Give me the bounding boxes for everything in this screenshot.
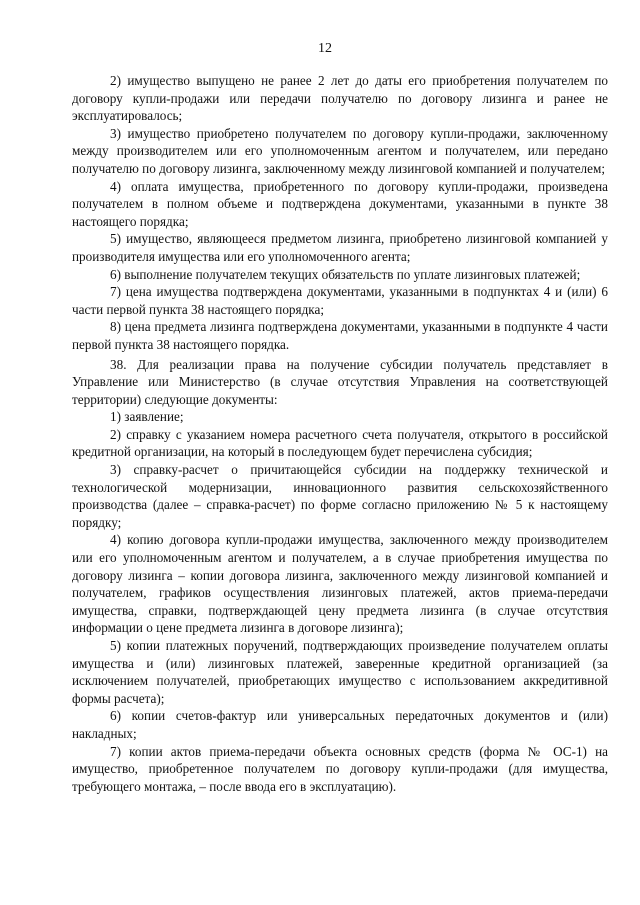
- document-list-item-6: 6) копии счетов-фактур или универсальных передаточных документов и (или) накладных;: [72, 708, 608, 741]
- document-list-item-7: 7) копии актов приема-передачи объекта основных средств (форма № ОС-1) на имущество, приобретенное получателем по договору купли-продажи (для имущества, требующего монтажа, – после ввода его в эксплуатацию).: [72, 743, 608, 794]
- paragraph-item-8: 8) цена предмета лизинга подтверждена документами, указанными в подпункте 4 части первой пункта 38 настоящего порядка.: [72, 319, 608, 352]
- paragraph-item-2: 2) имущество выпущено не ранее 2 лет до даты его приобретения получателем по договору купли-продажи или передачи получателю по договору лизинга и ранее не эксплуатировалось;: [72, 73, 608, 124]
- paragraph-item-4: 4) оплата имущества, приобретенного по договору купли-продажи, произведена получателем в полном объеме и подтверждена документами, указанными в пункте 38 настоящего порядка;: [72, 178, 608, 229]
- page-number: 12: [318, 41, 332, 56]
- paragraph-item-5: 5) имущество, являющееся предметом лизинга, приобретено лизинговой компанией у производителя имущества или его уполномоченного агента;: [72, 231, 608, 264]
- paragraph-item-7: 7) цена имущества подтверждена документами, указанными в подпунктах 4 и (или) 6 части первой пункта 38 настоящего порядка;: [72, 284, 608, 317]
- paragraph-clause-38: 38. Для реализации права на получение субсидии получатель представляет в Управление или Министерство (в случае отсутствия Управления на соответствующей территории) следующие документы:: [72, 356, 608, 407]
- paragraph-item-3: 3) имущество приобретено получателем по договору купли-продажи, заключенному между производителем или его уполномоченным агентом и получателем, или передано получателю по договору лизинга, заключенному между лизинговой компанией и получателем;: [72, 125, 608, 176]
- paragraph-item-6: 6) выполнение получателем текущих обязательств по уплате лизинговых платежей;: [110, 266, 581, 282]
- document-list-item-4: 4) копию договора купли-продажи имущества, заключенного между производителем или его уполномоченным агентом и получателем, а в случае приобретения имущества по договору лизинга – копии договора лизинга, заключенного между лизинговой компанией и получателем, графиков осуществления лизинговых платежей, актов приема-передачи имущества, справки, подтверждающей цену предмета лизинга (в случае отсутствия информации о цене предмета лизинга в договоре лизинга);: [72, 532, 608, 636]
- document-list-item-1: 1) заявление;: [110, 409, 184, 425]
- document-list-item-2: 2) справку с указанием номера расчетного счета получателя, открытого в российской кредитной организации, на который в последующем будет перечислена субсидия;: [72, 426, 608, 460]
- document-list-item-3: 3) справку-расчет о причитающейся субсидии на поддержку технической и технологической модернизации, инновационного развития сельскохозяйственного производства (далее – справка-расчет) по форме согласно приложению № 5 к настоящему порядку;: [72, 462, 608, 530]
- document-list-item-5: 5) копии платежных поручений, подтверждающих произведение получателем оплаты имущества и (или) лизинговых платежей, заверенные кредитной организацией (за исключением получателей, приобретающих имущество с использованием аккредитивной формы расчета);: [72, 638, 608, 706]
